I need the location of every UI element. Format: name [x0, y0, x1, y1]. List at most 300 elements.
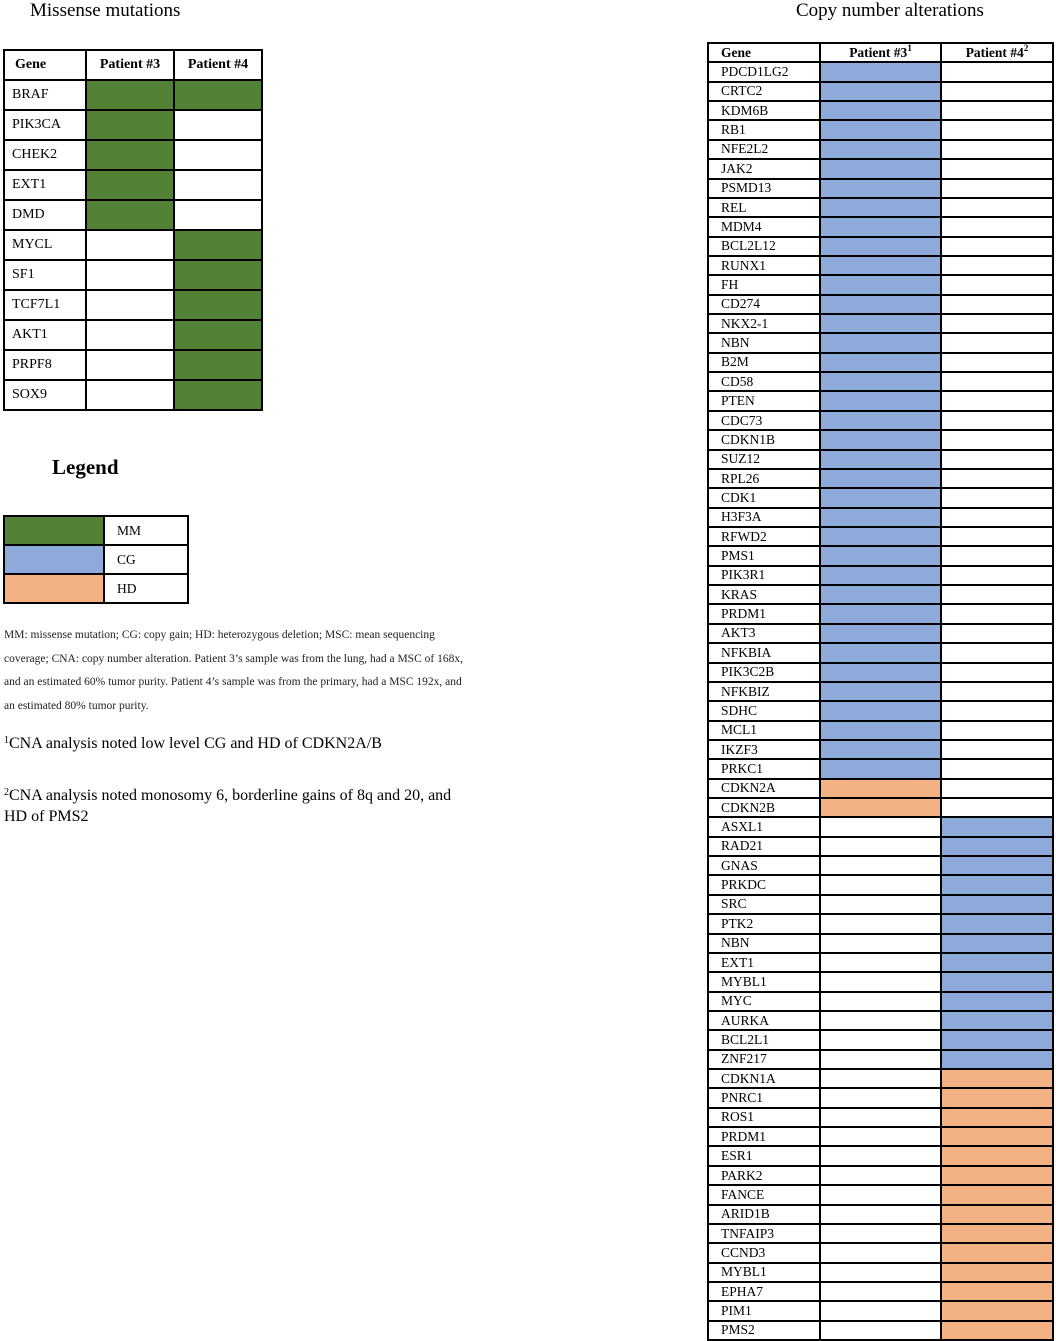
table-header-row: [708, 43, 1053, 62]
table-row: [708, 1108, 1053, 1127]
gene-cell: PIM1: [708, 1301, 820, 1320]
patient-4-status-cell: [941, 82, 1053, 101]
legend-item: [4, 574, 188, 603]
gene-cell: NFKBIZ: [708, 682, 820, 701]
table-row: [708, 663, 1053, 682]
patient-3-status-cell: [820, 972, 941, 991]
patient-4-status-cell: [941, 333, 1053, 352]
patient-4-status-cell: [941, 101, 1053, 120]
table-row: [708, 934, 1053, 953]
footnote-2-text: CNA analysis noted monosomy 6, borderline gains of 8q and 20, and HD of PMS2: [4, 787, 452, 825]
table-row: [708, 992, 1053, 1011]
table-row: [708, 1321, 1053, 1340]
table-row: [708, 179, 1053, 198]
patient-4-status-cell: [941, 372, 1053, 391]
patient-4-status-cell: [941, 295, 1053, 314]
patient-3-status-cell: [820, 295, 941, 314]
patient-3-status-cell: [820, 914, 941, 933]
table-row: [708, 391, 1053, 410]
patient-4-status-cell: [941, 217, 1053, 236]
patient-3-status-cell: [820, 1127, 941, 1146]
patient-3-status-cell: [820, 1321, 941, 1340]
table-row: [708, 275, 1053, 294]
patient-4-status-cell: [941, 604, 1053, 623]
gene-cell: TCF7L1: [4, 290, 86, 320]
gene-cell: MDM4: [708, 217, 820, 236]
patient-3-status-cell: [820, 82, 941, 101]
legend-label: HD: [104, 574, 188, 603]
patient-3-status-cell: [820, 237, 941, 256]
patient-3-status-cell: [820, 1282, 941, 1301]
gene-cell: EXT1: [4, 170, 86, 200]
patient-3-status-cell: [820, 101, 941, 120]
patient-4-status-cell: [941, 566, 1053, 585]
patient-4-status-cell: [941, 159, 1053, 178]
gene-cell: TNFAIP3: [708, 1224, 820, 1243]
gene-cell: SUZ12: [708, 450, 820, 469]
patient-3-status-cell: [820, 1224, 941, 1243]
patient-3-status-cell: [86, 170, 174, 200]
gene-cell: CDK1: [708, 488, 820, 507]
footnote-1: [4, 733, 474, 754]
gene-cell: KRAS: [708, 585, 820, 604]
gene-cell: CD58: [708, 372, 820, 391]
patient-4-column-header: Patient #4: [174, 50, 262, 80]
patient-4-status-cell: [941, 663, 1053, 682]
gene-cell: GNAS: [708, 856, 820, 875]
table-row: [708, 701, 1053, 720]
legend-label: CG: [104, 545, 188, 574]
table-row: [708, 585, 1053, 604]
patient-4-status-cell: [941, 953, 1053, 972]
gene-cell: AKT3: [708, 624, 820, 643]
gene-cell: PARK2: [708, 1166, 820, 1185]
patient-3-status-cell: [820, 1301, 941, 1320]
patient-3-status-cell: [820, 953, 941, 972]
patient-3-status-cell: [820, 1030, 941, 1049]
gene-cell: PMS2: [708, 1321, 820, 1340]
gene-cell: NKX2-1: [708, 314, 820, 333]
patient-3-status-cell: [820, 837, 941, 856]
patient-3-status-cell: [820, 450, 941, 469]
patient-4-status-cell: [941, 837, 1053, 856]
footnote-mark-2: 2: [1023, 43, 1029, 53]
gene-cell: ASXL1: [708, 817, 820, 836]
patient-4-status-cell: [941, 508, 1053, 527]
patient-4-status-cell: [174, 320, 262, 350]
patient-4-status-cell: [941, 585, 1053, 604]
table-row: [708, 914, 1053, 933]
footnote-1-text: CNA analysis noted low level CG and HD of CDKN2A/B: [9, 735, 382, 752]
patient-3-status-cell: [820, 740, 941, 759]
patient-4-status-cell: [941, 1282, 1053, 1301]
footnote-2-mark: 2: [4, 787, 9, 798]
gene-cell: PRDM1: [708, 604, 820, 623]
table-row: [708, 353, 1053, 372]
table-row: [708, 1224, 1053, 1243]
table-row: [708, 430, 1053, 449]
missense-mutations-title: Missense mutations: [30, 0, 181, 21]
patient-4-status-cell: [941, 469, 1053, 488]
patient-3-status-cell: [820, 701, 941, 720]
patient-3-label: Patient #3: [849, 44, 908, 60]
abbreviations-note: MM: missense mutation; CG: copy gain; HD: heterozygous deletion; MSC: mean sequencing coverage; CNA: copy number alteration. Patient 3’s sample was from the lung, had a MSC of 168x, and an estimated 60% tumor purity. Patient 4’s sample was from the primary, had a MSC 192x, and an estimated 80% tumor purity.: [4, 629, 463, 712]
table-row: [708, 643, 1053, 662]
gene-cell: MYC: [708, 992, 820, 1011]
gene-cell: SDHC: [708, 701, 820, 720]
patient-4-column-header: [941, 43, 1053, 62]
table-row: [4, 290, 262, 320]
table-row: [708, 256, 1053, 275]
patient-3-status-cell: [820, 179, 941, 198]
patient-4-status-cell: [941, 140, 1053, 159]
patient-4-status-cell: [941, 1127, 1053, 1146]
gene-cell: PNRC1: [708, 1088, 820, 1107]
patient-3-status-cell: [820, 314, 941, 333]
table-row: [4, 320, 262, 350]
patient-3-status-cell: [820, 391, 941, 410]
copy-number-alterations-table: [707, 42, 1054, 1341]
patient-4-status-cell: [174, 290, 262, 320]
gene-cell: BCL2L12: [708, 237, 820, 256]
patient-4-status-cell: [941, 1205, 1053, 1224]
patient-3-status-cell: [820, 1243, 941, 1262]
patient-3-status-cell: [86, 110, 174, 140]
gene-cell: ARID1B: [708, 1205, 820, 1224]
patient-4-status-cell: [174, 110, 262, 140]
patient-3-status-cell: [820, 120, 941, 139]
table-header-row: [4, 50, 262, 80]
patient-4-status-cell: [941, 856, 1053, 875]
legend-swatch: [4, 545, 104, 574]
patient-3-status-cell: [820, 1146, 941, 1165]
table-row: [708, 82, 1053, 101]
patient-3-status-cell: [86, 380, 174, 410]
gene-cell: CDKN2A: [708, 779, 820, 798]
gene-cell: MCL1: [708, 721, 820, 740]
gene-cell: NFKBIA: [708, 643, 820, 662]
patient-3-column-header: Patient #3: [86, 50, 174, 80]
patient-4-status-cell: [941, 1069, 1053, 1088]
table-row: [708, 527, 1053, 546]
patient-4-status-cell: [174, 230, 262, 260]
patient-4-status-cell: [941, 179, 1053, 198]
patient-4-status-cell: [941, 256, 1053, 275]
table-row: [708, 1205, 1053, 1224]
patient-4-status-cell: [941, 1030, 1053, 1049]
gene-cell: CCND3: [708, 1243, 820, 1262]
patient-4-status-cell: [941, 798, 1053, 817]
patient-4-status-cell: [941, 1108, 1053, 1127]
patient-4-status-cell: [941, 353, 1053, 372]
patient-4-status-cell: [941, 740, 1053, 759]
table-row: [708, 1030, 1053, 1049]
table-row: [708, 953, 1053, 972]
table-row: [708, 198, 1053, 217]
patient-3-status-cell: [820, 585, 941, 604]
gene-cell: RUNX1: [708, 256, 820, 275]
patient-4-status-cell: [941, 914, 1053, 933]
patient-4-status-cell: [941, 643, 1053, 662]
gene-cell: FH: [708, 275, 820, 294]
gene-cell: PRDM1: [708, 1127, 820, 1146]
gene-cell: PDCD1LG2: [708, 62, 820, 81]
table-row: [708, 1263, 1053, 1282]
gene-cell: KDM6B: [708, 101, 820, 120]
patient-4-status-cell: [941, 237, 1053, 256]
table-row: [708, 1069, 1053, 1088]
patient-3-status-cell: [820, 1205, 941, 1224]
table-row: [708, 159, 1053, 178]
patient-3-status-cell: [820, 430, 941, 449]
patient-3-status-cell: [820, 604, 941, 623]
table-row: [708, 217, 1053, 236]
gene-cell: NBN: [708, 333, 820, 352]
patient-3-status-cell: [820, 1185, 941, 1204]
gene-cell: FANCE: [708, 1185, 820, 1204]
patient-4-status-cell: [941, 759, 1053, 778]
gene-cell: PRKC1: [708, 759, 820, 778]
patient-3-status-cell: [820, 333, 941, 352]
patient-3-status-cell: [820, 372, 941, 391]
table-row: [4, 170, 262, 200]
patient-3-status-cell: [820, 1069, 941, 1088]
patient-4-status-cell: [941, 875, 1053, 894]
table-row: [4, 260, 262, 290]
gene-cell: RAD21: [708, 837, 820, 856]
patient-3-status-cell: [820, 198, 941, 217]
gene-cell: PMS1: [708, 546, 820, 565]
gene-cell: ESR1: [708, 1146, 820, 1165]
patient-3-status-cell: [820, 546, 941, 565]
patient-4-status-cell: [941, 1263, 1053, 1282]
patient-3-status-cell: [820, 275, 941, 294]
patient-4-status-cell: [941, 895, 1053, 914]
gene-cell: PRKDC: [708, 875, 820, 894]
patient-3-status-cell: [820, 1088, 941, 1107]
patient-4-status-cell: [941, 546, 1053, 565]
gene-cell: BRAF: [4, 80, 86, 110]
table-row: [708, 895, 1053, 914]
patient-4-status-cell: [941, 1146, 1053, 1165]
patient-3-status-cell: [820, 875, 941, 894]
patient-3-status-cell: [820, 1108, 941, 1127]
patient-3-status-cell: [820, 353, 941, 372]
table-row: [708, 469, 1053, 488]
patient-3-status-cell: [820, 817, 941, 836]
gene-cell: CDKN1B: [708, 430, 820, 449]
patient-4-status-cell: [941, 314, 1053, 333]
table-row: [4, 200, 262, 230]
table-row: [4, 380, 262, 410]
patient-4-status-cell: [174, 200, 262, 230]
gene-cell: SF1: [4, 260, 86, 290]
gene-cell: AKT1: [4, 320, 86, 350]
legend-label: MM: [104, 516, 188, 545]
patient-3-status-cell: [820, 527, 941, 546]
patient-4-status-cell: [941, 488, 1053, 507]
patient-3-status-cell: [820, 663, 941, 682]
legend-swatch: [4, 574, 104, 603]
table-row: [708, 333, 1053, 352]
patient-3-status-cell: [820, 934, 941, 953]
patient-4-status-cell: [941, 624, 1053, 643]
gene-column-header: Gene: [4, 50, 86, 80]
gene-cell: ROS1: [708, 1108, 820, 1127]
gene-cell: REL: [708, 198, 820, 217]
gene-cell: B2M: [708, 353, 820, 372]
table-row: [708, 759, 1053, 778]
table-row: [708, 1301, 1053, 1320]
copy-number-alterations-title: Copy number alterations: [796, 0, 984, 21]
patient-4-status-cell: [941, 430, 1053, 449]
patient-3-status-cell: [820, 721, 941, 740]
footnote-mark-1: 1: [907, 43, 912, 53]
patient-4-status-cell: [941, 391, 1053, 410]
gene-cell: MYCL: [4, 230, 86, 260]
table-row: [708, 1243, 1053, 1262]
table-row: [708, 295, 1053, 314]
gene-cell: CHEK2: [4, 140, 86, 170]
table-row: [708, 972, 1053, 991]
patient-4-status-cell: [941, 1166, 1053, 1185]
patient-3-status-cell: [820, 1166, 941, 1185]
gene-cell: RB1: [708, 120, 820, 139]
footnote-1-mark: 1: [4, 735, 9, 746]
patient-4-status-cell: [941, 779, 1053, 798]
patient-3-status-cell: [86, 230, 174, 260]
table-row: [708, 798, 1053, 817]
table-row: [708, 508, 1053, 527]
gene-cell: DMD: [4, 200, 86, 230]
gene-cell: CDKN2B: [708, 798, 820, 817]
patient-3-status-cell: [820, 682, 941, 701]
table-row: [708, 546, 1053, 565]
patient-3-status-cell: [820, 1050, 941, 1069]
gene-cell: MYBL1: [708, 972, 820, 991]
patient-3-status-cell: [820, 992, 941, 1011]
table-row: [708, 450, 1053, 469]
patient-4-status-cell: [941, 1243, 1053, 1262]
gene-cell: NBN: [708, 934, 820, 953]
patient-4-status-cell: [941, 1050, 1053, 1069]
patient-3-status-cell: [820, 779, 941, 798]
patient-3-status-cell: [820, 856, 941, 875]
table-row: [708, 875, 1053, 894]
table-row: [708, 1282, 1053, 1301]
table-row: [708, 817, 1053, 836]
legend-item: [4, 516, 188, 545]
patient-3-status-cell: [820, 508, 941, 527]
patient-3-status-cell: [86, 350, 174, 380]
patient-4-status-cell: [941, 1224, 1053, 1243]
table-row: [708, 237, 1053, 256]
gene-cell: NFE2L2: [708, 140, 820, 159]
gene-cell: BCL2L1: [708, 1030, 820, 1049]
patient-3-status-cell: [820, 469, 941, 488]
table-row: [708, 1185, 1053, 1204]
gene-cell: PIK3R1: [708, 566, 820, 585]
table-row: [708, 314, 1053, 333]
gene-cell: CDC73: [708, 411, 820, 430]
patient-4-status-cell: [174, 140, 262, 170]
patient-3-status-cell: [86, 290, 174, 320]
table-row: [708, 566, 1053, 585]
table-row: [708, 411, 1053, 430]
legend-title: Legend: [52, 455, 119, 479]
gene-column-header: Gene: [708, 43, 820, 62]
patient-4-status-cell: [941, 411, 1053, 430]
gene-cell: PRPF8: [4, 350, 86, 380]
patient-4-status-cell: [941, 817, 1053, 836]
table-row: [708, 488, 1053, 507]
patient-4-status-cell: [174, 350, 262, 380]
patient-4-status-cell: [941, 198, 1053, 217]
patient-3-status-cell: [86, 320, 174, 350]
gene-cell: IKZF3: [708, 740, 820, 759]
table-row: [708, 740, 1053, 759]
gene-cell: SOX9: [4, 380, 86, 410]
patient-4-status-cell: [941, 1321, 1053, 1340]
table-row: [708, 604, 1053, 623]
patient-4-status-cell: [941, 1185, 1053, 1204]
gene-cell: ZNF217: [708, 1050, 820, 1069]
patient-4-status-cell: [941, 721, 1053, 740]
gene-cell: PIK3CA: [4, 110, 86, 140]
patient-4-status-cell: [941, 62, 1053, 81]
gene-cell: EXT1: [708, 953, 820, 972]
gene-cell: JAK2: [708, 159, 820, 178]
gene-cell: PIK3C2B: [708, 663, 820, 682]
patient-3-status-cell: [820, 759, 941, 778]
patient-3-status-cell: [820, 624, 941, 643]
patient-4-status-cell: [174, 260, 262, 290]
patient-3-status-cell: [820, 411, 941, 430]
table-row: [708, 721, 1053, 740]
table-row: [708, 1050, 1053, 1069]
gene-cell: PTEN: [708, 391, 820, 410]
legend-item: [4, 545, 188, 574]
table-row: [4, 80, 262, 110]
patient-4-status-cell: [941, 682, 1053, 701]
table-row: [708, 120, 1053, 139]
patient-3-status-cell: [86, 80, 174, 110]
patient-3-status-cell: [820, 217, 941, 236]
patient-4-label: Patient #4: [965, 44, 1024, 60]
table-row: [708, 1146, 1053, 1165]
patient-4-status-cell: [174, 80, 262, 110]
footnote-2: [4, 785, 474, 827]
patient-4-status-cell: [174, 380, 262, 410]
patient-3-status-cell: [820, 566, 941, 585]
patient-3-status-cell: [86, 200, 174, 230]
patient-3-status-cell: [820, 895, 941, 914]
gene-cell: CD274: [708, 295, 820, 314]
patient-3-status-cell: [820, 62, 941, 81]
table-row: [708, 779, 1053, 798]
gene-cell: MYBL1: [708, 1263, 820, 1282]
patient-3-status-cell: [820, 643, 941, 662]
gene-cell: SRC: [708, 895, 820, 914]
patient-3-status-cell: [820, 1263, 941, 1282]
patient-3-status-cell: [820, 1011, 941, 1030]
patient-4-status-cell: [941, 934, 1053, 953]
table-row: [708, 372, 1053, 391]
gene-cell: RFWD2: [708, 527, 820, 546]
gene-cell: H3F3A: [708, 508, 820, 527]
table-row: [4, 110, 262, 140]
patient-4-status-cell: [941, 275, 1053, 294]
